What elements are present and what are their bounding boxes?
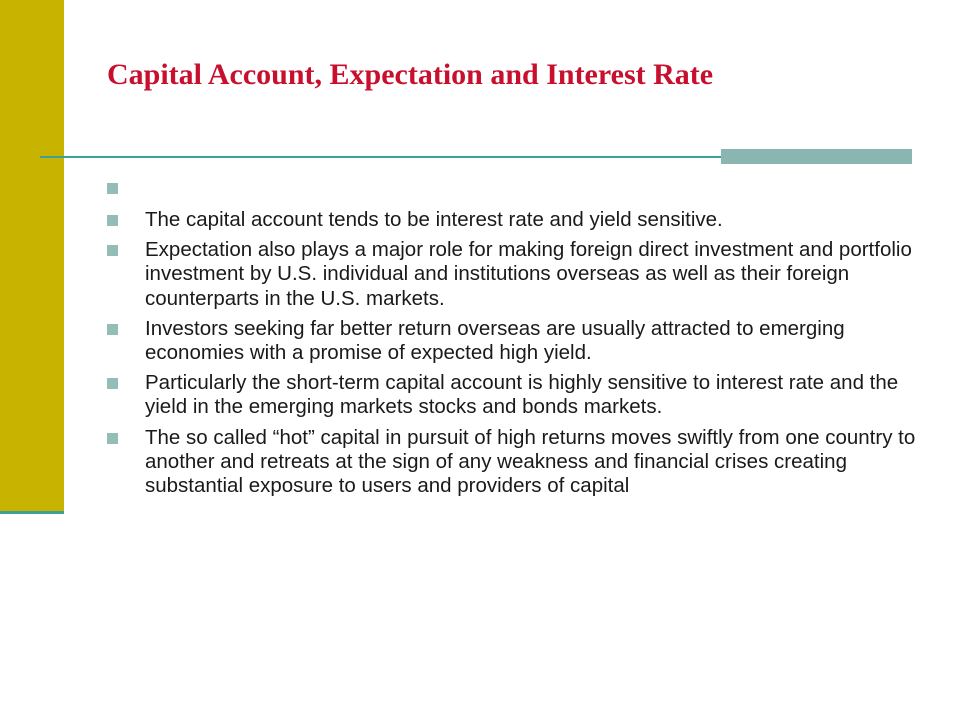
bullet-text: The so called “hot” capital in pursuit of high returns moves swiftly from one country to another and retreats at the sign of any weakness and financial crises creating substantial exposure to users and providers of capital bbox=[145, 425, 916, 497]
bullet-text: Expectation also plays a major role for making foreign direct investment and portfolio investment by U.S. individual and institutions overseas as well as their foreign counterparts in the U.S. markets. bbox=[145, 238, 912, 310]
left-accent-bar bbox=[0, 0, 64, 512]
bullet-item bbox=[107, 426, 917, 499]
bullet-item bbox=[107, 238, 917, 311]
square-bullet-icon bbox=[107, 215, 118, 226]
bullet-item bbox=[107, 208, 917, 232]
square-bullet-icon bbox=[107, 245, 118, 256]
square-bullet-icon bbox=[107, 433, 118, 444]
square-bullet-icon bbox=[107, 324, 118, 335]
bullet-list bbox=[107, 176, 917, 504]
bullet-item-empty bbox=[107, 176, 917, 200]
square-bullet-icon bbox=[107, 378, 118, 389]
bullet-item bbox=[107, 371, 917, 419]
bullet-item bbox=[107, 317, 917, 365]
left-accent-bar-underline bbox=[0, 511, 64, 514]
title-divider-block bbox=[721, 149, 912, 164]
slide-title: Capital Account, Expectation and Interest Rate bbox=[107, 58, 714, 91]
bullet-text: The capital account tends to be interest rate and yield sensitive. bbox=[145, 208, 723, 231]
square-bullet-icon bbox=[107, 183, 118, 194]
bullet-text: Particularly the short-term capital account is highly sensitive to interest rate and the yield in the emerging markets stocks and bonds markets. bbox=[145, 371, 899, 419]
bullet-text: Investors seeking far better return overseas are usually attracted to emerging economies with a promise of expected high yield. bbox=[145, 316, 845, 364]
